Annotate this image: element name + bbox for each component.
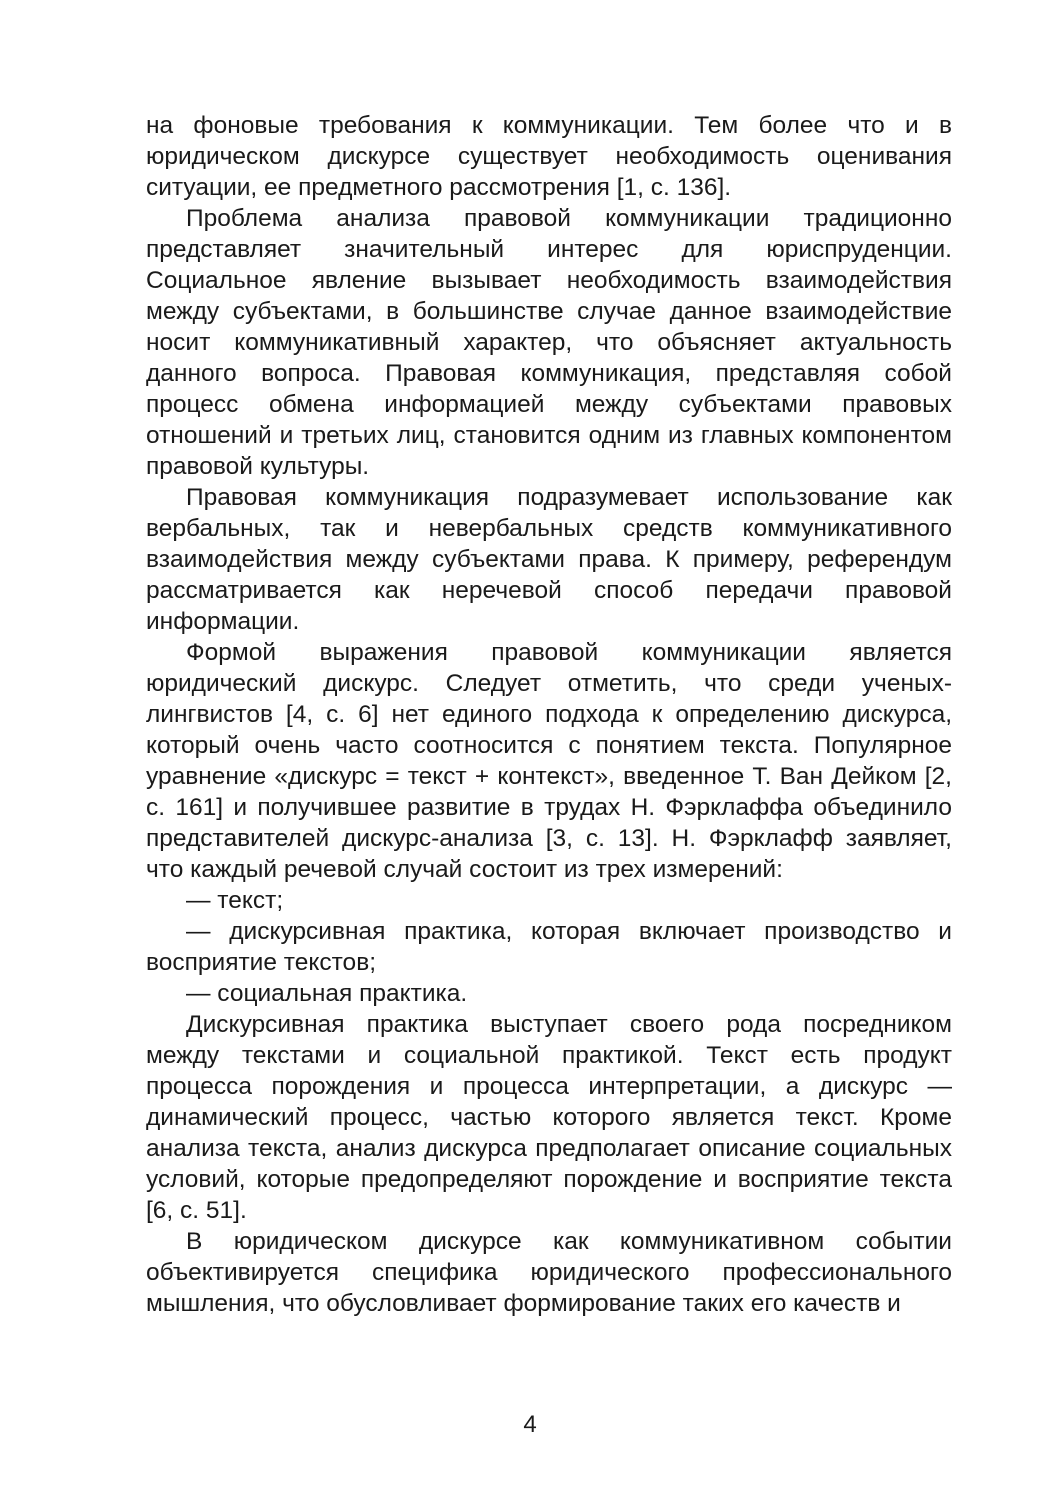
list-item-social-practice: — социальная практика. xyxy=(186,980,468,1007)
paragraph-legal-discourse: Формой выражения правовой коммуникации является юридический дискурс. Следует отметить, что среди ученых-лингвистов [4, с. 6] нет единого подхода к определению дискурса, который очень часто соотносится с понятием текста. Популярное уравнение «дискурс = текст + контекст», введенное Т. Ван Дейком [2, с. 161] и получившее развитие в трудах Н. Фэрклаффа объединило представителей дискурс-анализа [3, с. 13]. Н. Фэрклафф заявляет, что каждый речевой случай состоит из трех измерений: xyxy=(146,639,952,883)
page-number: 4 xyxy=(523,1411,537,1438)
paragraph-continuation: на фоновые требования к коммуникации. Тем более что и в юридическом дискурсе существует необходимость оценивания ситуации, ее предметного рассмотрения [1, с. 136]. xyxy=(146,112,952,201)
paragraph-juridical-discourse-event: В юридическом дискурсе как коммуникативном событии объективируется специфика юридического профессионального мышления, что обусловливает формирование таких его качеств и xyxy=(146,1228,952,1317)
list-item-text: — текст; xyxy=(186,887,284,914)
body-text xyxy=(146,110,952,1319)
paragraph-legal-communication-problem: Проблема анализа правовой коммуникации традиционно представляет значительный интерес для юриспруденции. Социальное явление вызывает необходимость взаимодействия между субъектами, в большинстве случае данное взаимодействие носит коммуникативный характер, что объясняет актуальность данного вопроса. Правовая коммуникация, представляя собой процесс обмена информацией между субъектами правовых отношений и третьих лиц, становится одним из главных компонентом правовой культуры. xyxy=(146,205,952,480)
paragraph-verbal-nonverbal-means: Правовая коммуникация подразумевает использование как вербальных, так и невербальных средств коммуникативного взаимодействия между субъектами права. К примеру, референдум рассматривается как неречевой способ передачи правовой информации. xyxy=(146,484,952,635)
list-item-discursive-practice: — дискурсивная практика, которая включает производство и восприятие текстов; xyxy=(146,918,952,976)
paragraph-discursive-practice: Дискурсивная практика выступает своего рода посредником между текстами и социальной практикой. Текст есть продукт процесса порождения и процесса интерпретации, а дискурс — динамический процесс, частью которого является текст. Кроме анализа текста, анализ дискурса предполагает описание социальных условий, которые предопределяют порождение и восприятие текста [6, с. 51]. xyxy=(146,1011,952,1224)
